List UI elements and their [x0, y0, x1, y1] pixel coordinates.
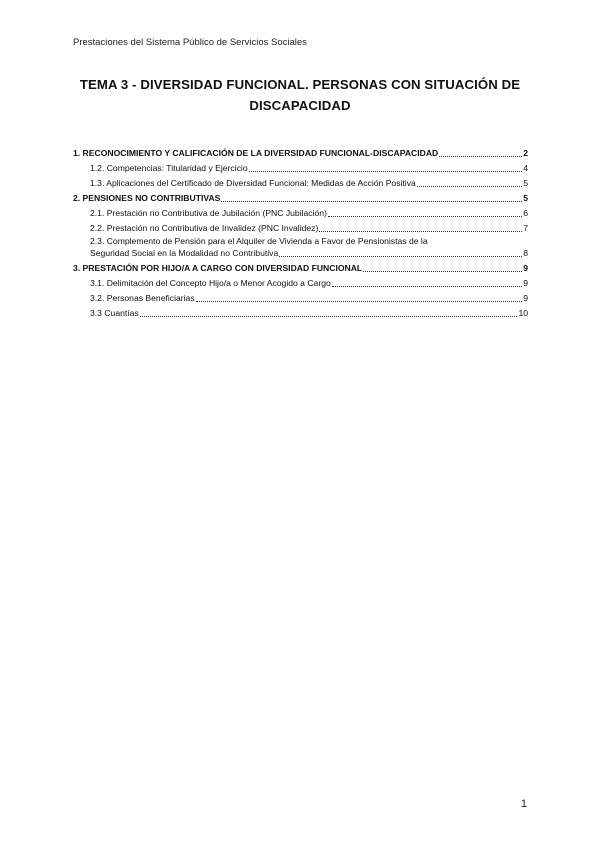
toc-entry-text: 3. PRESTACIÓN POR HIJO/A A CARGO CON DIVERSIDAD FUNCIONAL: [73, 263, 363, 273]
toc-page-number: 9: [523, 293, 528, 303]
toc-leader-dots: [363, 270, 522, 272]
toc-leader-dots: [196, 300, 523, 302]
toc-entry-3-2[interactable]: [73, 290, 528, 305]
toc-page-number: 5: [523, 178, 528, 188]
toc-page-number: 8: [523, 248, 528, 258]
toc-entry-text-line1: 2.3. Complemento de Pensión para el Alquiler de Vivienda a Favor de Pensionistas de la: [90, 236, 428, 246]
toc-leader-dots: [279, 255, 522, 257]
toc-leader-dots: [140, 315, 518, 317]
toc-page-number: 6: [523, 208, 528, 218]
toc-entry-1[interactable]: [73, 145, 528, 160]
toc-leader-dots: [249, 170, 523, 172]
toc-page-number: 10: [518, 308, 528, 318]
toc-entry-text-block: [90, 235, 528, 259]
toc-page-number: 9: [523, 278, 528, 288]
toc-entry-2-3[interactable]: [73, 235, 528, 260]
toc-entry-text: 2. PENSIONES NO CONTRIBUTIVAS: [73, 193, 221, 203]
toc-entry-text: 1.3. Aplicaciones del Certificado de Diversidad Funcional: Medidas de Acción Positiva: [90, 178, 416, 188]
toc-entry-3-3[interactable]: [73, 305, 528, 320]
toc-leader-dots: [417, 185, 522, 187]
document-title: TEMA 3 - DIVERSIDAD FUNCIONAL. PERSONAS CON SITUACIÓN DE DISCAPACIDAD: [79, 77, 521, 113]
toc-page-number: 5: [523, 193, 528, 203]
page-number: 1: [520, 798, 527, 810]
toc-entry-1-2[interactable]: [73, 160, 528, 175]
toc-leader-dots: [332, 285, 522, 287]
toc-entry-text: 3.3 Cuantías: [90, 308, 139, 318]
toc-entry-text: 3.2. Personas Beneficiarias: [90, 293, 195, 303]
toc-entry-2[interactable]: [73, 190, 528, 205]
toc-entry-text: 3.1. Delimitación del Concepto Hijo/a o Menor Acogido a Cargo: [90, 278, 331, 288]
toc-entry-text: 1. RECONOCIMIENTO Y CALIFICACIÓN DE LA DIVERSIDAD FUNCIONAL-DISCAPACIDAD: [73, 148, 439, 158]
toc-page-number: 4: [523, 163, 528, 173]
toc-entry-text: 1.2. Competencias: Titularidad y Ejercicio: [90, 163, 248, 173]
toc-entry-line2: [90, 247, 528, 259]
table-of-contents: [73, 145, 528, 320]
toc-entry-2-1[interactable]: [73, 205, 528, 220]
toc-page-number: 2: [523, 148, 528, 158]
toc-entry-text: 2.2. Prestación no Contributiva de Invalidez (PNC Invalidez): [90, 223, 319, 233]
toc-leader-dots: [319, 230, 522, 232]
toc-page-number: 7: [523, 223, 528, 233]
toc-leader-dots: [439, 155, 522, 157]
running-header: Prestaciones del Sistema Público de Servicios Sociales: [73, 37, 307, 48]
toc-entry-3[interactable]: [73, 260, 528, 275]
toc-page-number: 9: [523, 263, 528, 273]
toc-entry-text-line2: Seguridad Social en la Modalidad no Contributiva: [90, 248, 279, 258]
toc-entry-2-2[interactable]: [73, 220, 528, 235]
toc-leader-dots: [328, 215, 522, 217]
toc-entry-text: 2.1. Prestación no Contributiva de Jubilación (PNC Jubilación): [90, 208, 327, 218]
toc-entry-3-1[interactable]: [73, 275, 528, 290]
toc-entry-1-3[interactable]: [73, 175, 528, 190]
toc-leader-dots: [221, 200, 522, 202]
